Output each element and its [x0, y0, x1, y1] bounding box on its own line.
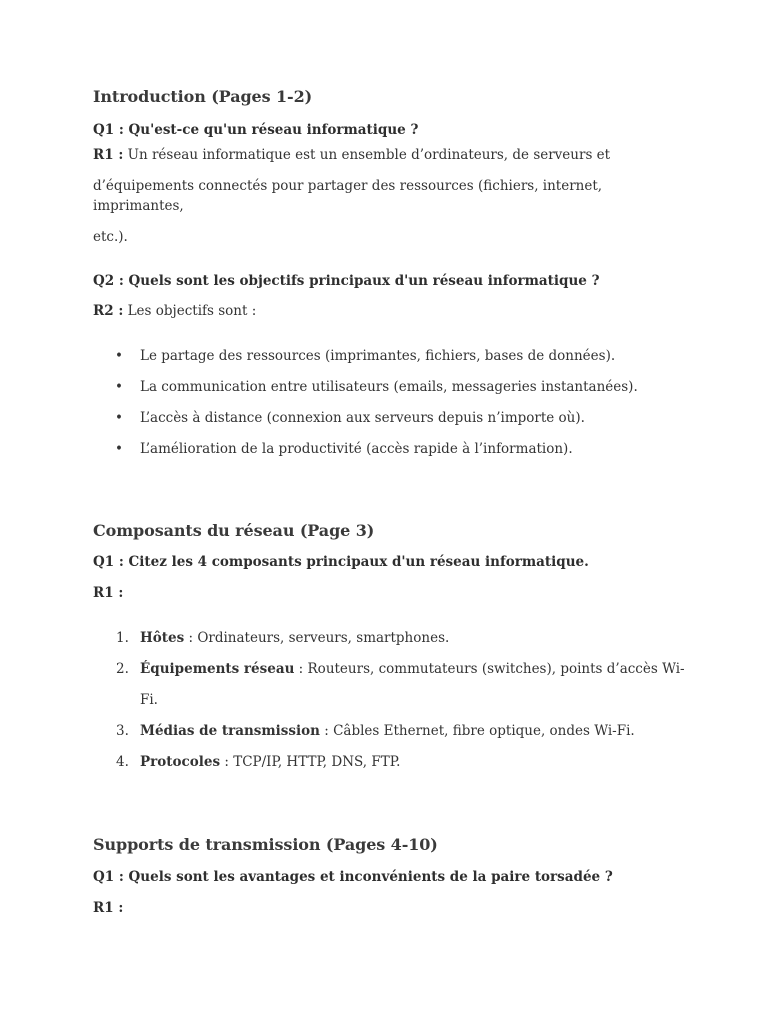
- answer-r2-intro: [93, 301, 693, 321]
- answer-label: R2 :: [93, 303, 124, 319]
- list-item: • Le partage des ressources (imprimantes, fichiers, bases de données).: [93, 341, 693, 372]
- section-title-composants: Composants du réseau (Page 3): [93, 521, 375, 540]
- question-q2-intro: Q2 : Quels sont les objectifs principaux d'un réseau informatique ?: [93, 273, 600, 289]
- list-item: 1. Hôtes : Ordinateurs, serveurs, smartphones.: [116, 630, 450, 646]
- question-q1-supports: Q1 : Quels sont les avantages et inconvénients de la paire torsadée ?: [93, 869, 613, 885]
- bullet-icon: •: [115, 410, 123, 426]
- bullet-icon: •: [115, 441, 123, 457]
- document-page: [93, 86, 693, 918]
- answer-r1-intro-line2: d’équipements connectés pour partager des ressources (fichiers, internet, imprimantes,: [93, 178, 603, 214]
- objectives-list: [93, 341, 693, 465]
- bullet-icon: •: [115, 379, 123, 395]
- list-item: • La communication entre utilisateurs (emails, messageries instantanées).: [93, 372, 693, 403]
- list-item: 3. Médias de transmission : Câbles Ethernet, fibre optique, ondes Wi-Fi.: [116, 723, 635, 739]
- answer-r1-intro-line3: etc.).: [93, 229, 128, 245]
- section-title-supports: Supports de transmission (Pages 4-10): [93, 835, 438, 854]
- answer-label: R1 :: [93, 147, 124, 163]
- answer-text: Les objectifs sont :: [123, 303, 257, 319]
- answer-r1-intro: [93, 145, 693, 165]
- answer-r1-supports: R1 :: [93, 900, 124, 916]
- section-title-introduction: Introduction (Pages 1-2): [93, 87, 313, 106]
- components-list: [93, 623, 693, 778]
- list-item: • L’accès à distance (connexion aux serveurs depuis n’importe où).: [93, 403, 693, 434]
- list-item: 2. Équipements réseau : Routeurs, commutateurs (switches), points d’accès Wi-Fi.: [116, 661, 685, 708]
- answer-r1-composants: R1 :: [93, 585, 124, 601]
- list-item: • L’amélioration de la productivité (accès rapide à l’information).: [93, 434, 693, 465]
- question-q1-intro: Q1 : Qu'est-ce qu'un réseau informatique ?: [93, 122, 419, 138]
- question-q1-composants: Q1 : Citez les 4 composants principaux d'un réseau informatique.: [93, 554, 589, 570]
- answer-text: Un réseau informatique est un ensemble d’ordinateurs, de serveurs et: [123, 147, 611, 163]
- list-item: 4. Protocoles : TCP/IP, HTTP, DNS, FTP.: [116, 754, 401, 770]
- bullet-icon: •: [115, 348, 123, 364]
